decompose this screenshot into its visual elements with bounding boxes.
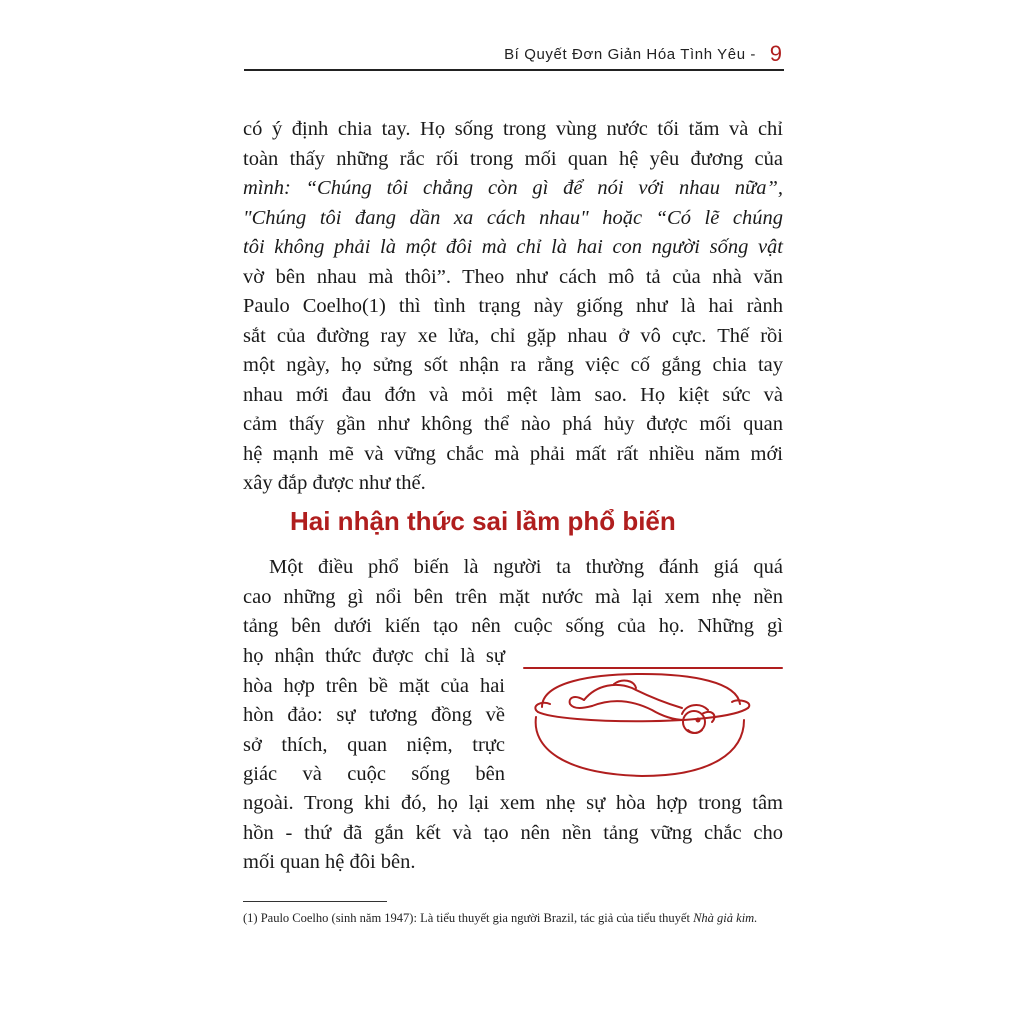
text-line: sắt của đường ray xe lửa, chỉ gặp nhau ở vô cực. Thế rồi [243, 324, 783, 347]
text-line: sở thích, quan niệm, trực [243, 733, 505, 756]
footnote [243, 911, 757, 926]
paragraph-2-end [243, 789, 783, 878]
text-line: hồn - thứ đã gắn kết và tạo nên nền tảng vững chắc cho [243, 821, 783, 844]
paragraph-2 [243, 553, 783, 642]
page-number: 9 [769, 41, 782, 66]
running-title: Bí Quyết Đơn Giản Hóa Tình Yêu - [504, 46, 756, 63]
text-line: mối quan hệ đôi bên. [243, 851, 416, 873]
text-line: một ngày, họ sửng sốt nhận ra rằng việc cố gắng chia tay [243, 354, 783, 376]
footnote-text: (1) Paulo Coelho (sinh năm 1947): Là tiểu thuyết gia người Brazil, tác giả của tiểu thuyết [243, 911, 690, 925]
text-line: nhau mới đau đớn và mỏi mệt làm sao. Họ kiệt sức và [243, 383, 783, 406]
paragraph-2-wrap [243, 642, 513, 790]
text-line: có ý định chia tay. Họ sống trong vùng nước tối tăm và chỉ [243, 118, 783, 140]
running-header [244, 42, 784, 72]
text-line: ngoài. Trong khi đó, họ lại xem nhẹ sự hòa hợp trong tâm [243, 792, 783, 814]
text-line: giác và cuộc sống bên [243, 763, 505, 785]
paragraph-1 [243, 115, 783, 499]
text-line: xây đắp được như thế. [243, 472, 426, 494]
text-line: hệ mạnh mẽ và vững chắc mà phải mất rất nhiều năm mới [243, 442, 783, 465]
text-line: Paulo Coelho(1) thì tình trạng này giống như là hai rành [243, 295, 783, 317]
island-person-lying-icon [522, 662, 784, 780]
text-line: họ nhận thức được chỉ là sự [243, 645, 505, 667]
text-line: hòa hợp trên bề mặt của hai [243, 674, 505, 697]
text-line: hòn đảo: sự tương đồng về [243, 704, 505, 726]
text-line: toàn thấy những rắc rối trong mối quan hệ yêu đương của [243, 147, 783, 170]
text-line: tảng bên dưới kiến tạo nên cuộc sống của họ. Những gì [243, 615, 783, 637]
header-rule [244, 69, 784, 71]
footnote-rule [243, 901, 387, 902]
text-line: tôi không phải là một đôi mà chỉ là hai con người sống vật [243, 236, 783, 258]
text-line: cảm thấy gần như không thể nào phá hủy được mối quan [243, 413, 783, 435]
text-line: mình: “Chúng tôi chẳng còn gì để nói với nhau nữa”, [243, 177, 783, 199]
section-heading: Hai nhận thức sai lầm phổ biến [290, 506, 676, 536]
text-line: cao những gì nổi bên trên mặt nước mà lại xem nhẹ nền [243, 585, 783, 608]
text-line: Một điều phổ biến là người ta thường đánh giá quá [269, 556, 783, 578]
footnote-book-title: Nhà giả kim. [693, 911, 758, 925]
text-line: "Chúng tôi đang dần xa cách nhau" hoặc “Có lẽ chúng [243, 206, 783, 229]
text-line: vờ bên nhau mà thôi”. Theo như cách mô tả của nhà văn [243, 265, 783, 288]
